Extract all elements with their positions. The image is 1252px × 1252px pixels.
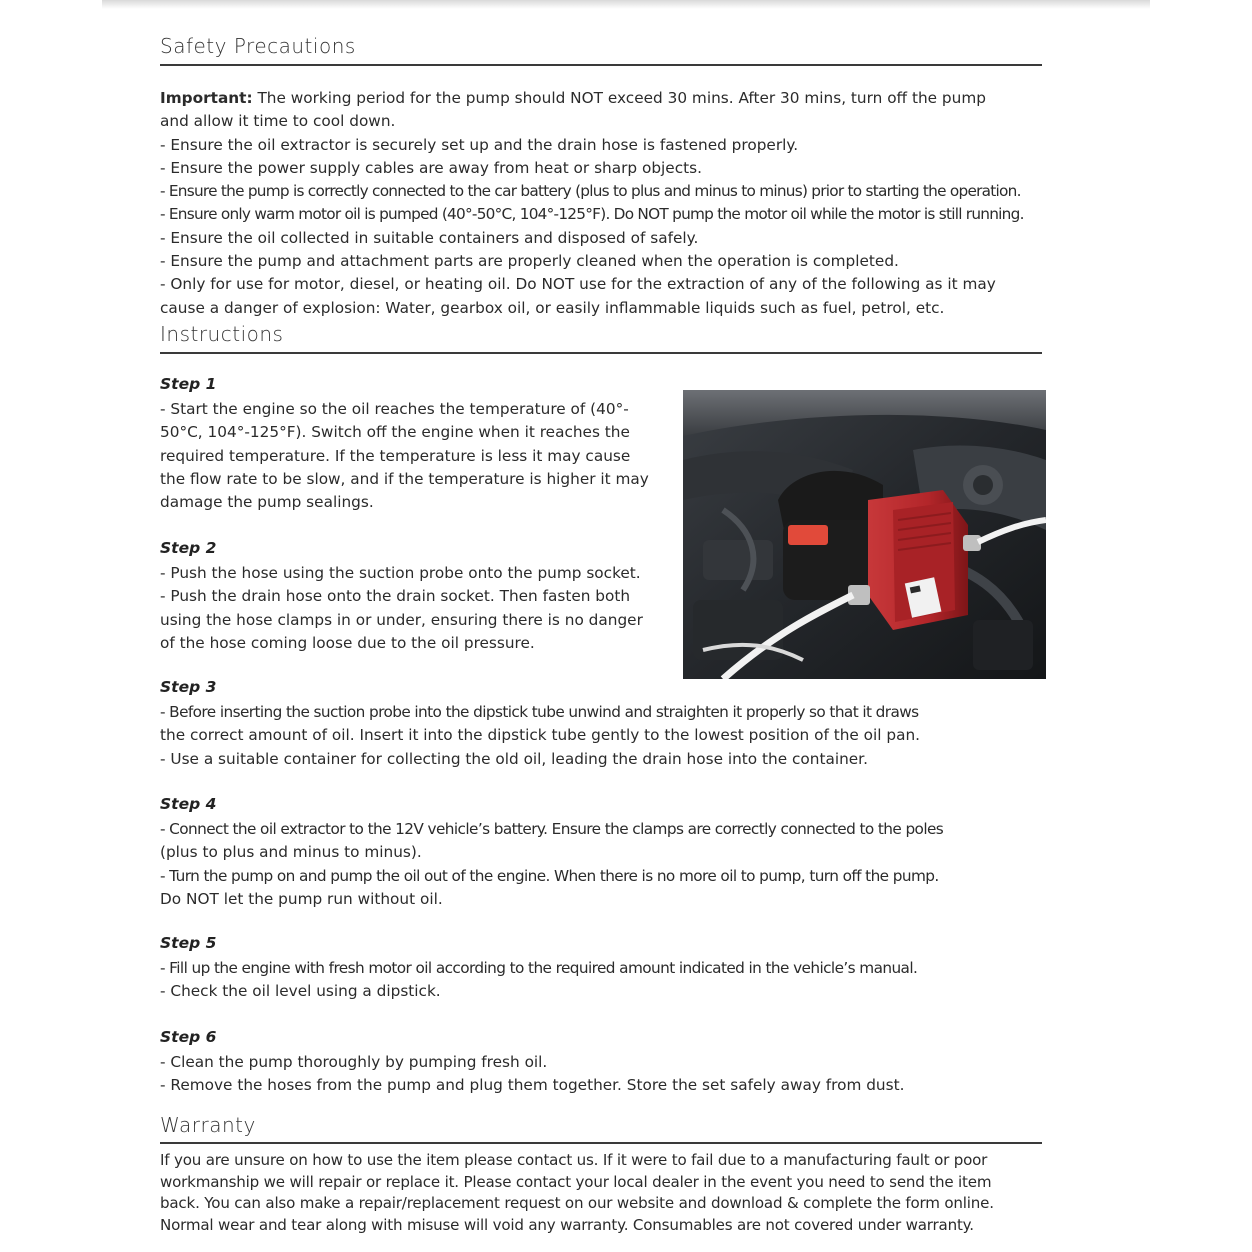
step-line: 50°C, 104°-125°F). Switch off the engine when it reaches the — [160, 423, 630, 442]
oil-extractor-pump-photo — [683, 390, 1046, 679]
step-6-body — [160, 1051, 1042, 1098]
step-line: - Check the oil level using a dipstick. — [160, 982, 441, 1001]
step-line: - Turn the pump on and pump the oil out of the engine. When there is no more oil to pump, turn off the pump. — [160, 866, 939, 885]
step-1-heading: Step 1 — [160, 375, 217, 393]
warranty-body — [160, 1150, 1042, 1237]
step-line: damage the pump sealings. — [160, 493, 374, 512]
top-shadow-bar — [102, 0, 1150, 9]
step-line: Do NOT let the pump run without oil. — [160, 889, 443, 908]
step-3-body — [160, 701, 1042, 771]
step-line: - Push the hose using the suction probe onto the pump socket. — [160, 564, 641, 582]
step-line: of the hose coming loose due to the oil pressure. — [160, 633, 535, 652]
step-5-heading: Step 5 — [160, 934, 217, 952]
safety-body — [160, 87, 1042, 320]
instructions-section-title: Instructions — [160, 322, 284, 346]
step-2-heading: Step 2 — [160, 539, 217, 557]
warranty-line: workmanship we will repair or replace it. Please contact your local dealer in the event you need to send the item — [160, 1172, 992, 1191]
step-3-heading: Step 3 — [160, 678, 217, 696]
warranty-section-title: Warranty — [160, 1113, 256, 1137]
step-1-body — [160, 398, 670, 514]
safety-item: - Ensure the pump is correctly connected to the car battery (plus to plus and minus to minus) prior to starting the operation. — [160, 182, 1021, 201]
instructions-section-rule — [160, 352, 1042, 354]
important-line — [160, 87, 1042, 110]
safety-item: cause a danger of explosion: Water, gearbox oil, or easily inflammable liquids such as fuel, petrol, etc. — [160, 298, 945, 317]
warranty-line: If you are unsure on how to use the item please contact us. If it were to fail due to a manufacturing fault or poor — [160, 1151, 988, 1169]
step-line: the correct amount of oil. Insert it into the dipstick tube gently to the lowest position of the oil pan. — [160, 726, 921, 745]
step-line: required temperature. If the temperature is less it may cause — [160, 446, 631, 465]
step-line: - Fill up the engine with fresh motor oil according to the required amount indicated in the vehicle’s manual. — [160, 959, 918, 977]
step-4-body — [160, 818, 1042, 911]
step-line: (plus to plus and minus to minus). — [160, 843, 422, 862]
safety-item: - Ensure the oil extractor is securely set up and the drain hose is fastened properly. — [160, 135, 799, 154]
step-5-body — [160, 957, 1042, 1004]
safety-item: - Only for use for motor, diesel, or heating oil. Do NOT use for the extraction of any of the following as it may — [160, 275, 996, 294]
safety-section-title: Safety Precautions — [160, 34, 356, 58]
step-6-heading: Step 6 — [160, 1028, 217, 1046]
warranty-line: back. You can also make a repair/replacement request on our website and download & complete the form online. — [160, 1194, 994, 1213]
warranty-line: Normal wear and tear along with misuse will void any warranty. Consumables are not covered under warranty. — [160, 1216, 974, 1235]
warranty-section-rule — [160, 1142, 1042, 1144]
step-line: using the hose clamps in or under, ensuring there is no danger — [160, 610, 643, 629]
important-label: Important: — [160, 89, 253, 107]
important-text-2: and allow it time to cool down. — [160, 112, 396, 131]
step-line: the flow rate to be slow, and if the temperature is higher it may — [160, 469, 649, 488]
step-line: - Push the drain hose onto the drain socket. Then fasten both — [160, 587, 631, 606]
safety-item: - Ensure the pump and attachment parts are properly cleaned when the operation is completed. — [160, 252, 899, 271]
step-line: - Remove the hoses from the pump and plug them together. Store the set safely away from dust. — [160, 1076, 905, 1095]
safety-item: - Ensure the oil collected in suitable containers and disposed of safely. — [160, 228, 699, 247]
safety-section-rule — [160, 64, 1042, 66]
step-line: - Before inserting the suction probe into the dipstick tube unwind and straighten it properly so that it draws — [160, 703, 919, 721]
safety-item: - Ensure the power supply cables are away from heat or sharp objects. — [160, 158, 702, 177]
important-text-1: The working period for the pump should NOT exceed 30 mins. After 30 mins, turn off the pump — [252, 89, 986, 107]
step-4-heading: Step 4 — [160, 795, 217, 813]
step-2-body — [160, 562, 670, 655]
step-line: - Connect the oil extractor to the 12V vehicle’s battery. Ensure the clamps are correctly connected to the poles — [160, 820, 944, 838]
step-line: - Clean the pump thoroughly by pumping fresh oil. — [160, 1053, 548, 1071]
safety-item: - Ensure only warm motor oil is pumped (40°-50°C, 104°-125°F). Do NOT pump the motor oil while the motor is still running. — [160, 205, 1024, 224]
step-line: - Use a suitable container for collecting the old oil, leading the drain hose into the container. — [160, 749, 868, 768]
step-line: - Start the engine so the oil reaches the temperature of (40°- — [160, 400, 629, 418]
